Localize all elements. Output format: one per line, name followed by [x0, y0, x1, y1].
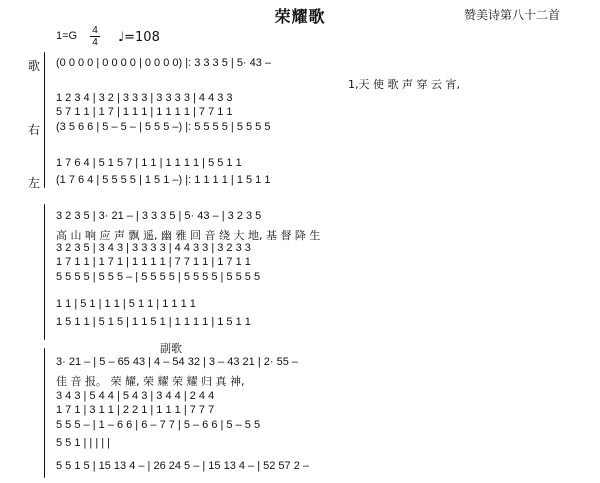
system1-lyric: 1,天 使 歌 声 穿 云 宵, [348, 78, 460, 91]
system2-left1: 1 1 | 5 1 | 1 1 | 5 1 1 | 1 1 1 1 [56, 298, 196, 310]
system1-right2: 5 7 1 1 | 1 7 | 1 1 1 | 1 1 1 1 | 7 7 1 1 [56, 106, 233, 118]
system3-left1: 5 5 1 | | | | | [56, 437, 111, 449]
system1-right3: (3 5 6 6 | 5 – 5 – | 5 5 5 –) |: 5 5 5 5 | 5 5 5 5 [56, 121, 271, 133]
part-label-voice: 歌 [28, 59, 41, 73]
system3-right3: 5 5 5 – | 1 – 6 6 | 6 – 7 7 | 5 – 6 6 | 5 – 5 5 [56, 419, 261, 431]
system3-voice: 3· 21 – | 5 – 65 43 | 4 – 54 32 | 3 – 43 21 | 2· 55 – [56, 356, 298, 368]
key-signature: 1=G [56, 30, 78, 42]
meter-bottom: 4 [92, 37, 98, 48]
system2-left2: 1 5 1 1 | 5 1 5 | 1 1 5 1 | 1 1 1 1 | 1 5 1 1 [56, 316, 251, 328]
system1-brace [44, 52, 45, 188]
meter-top: 4 [92, 25, 98, 36]
system3-lyric: 佳 音 报。 荣 耀, 荣 耀 荣 耀 归 真 神, [56, 375, 245, 388]
system1-right1: 1 2 3 4 | 3 2 | 3 3 3 | 3 3 3 3 | 4 4 3 3 [56, 92, 233, 104]
system3-brace [44, 348, 45, 478]
part-label-right: 右 [28, 123, 41, 137]
time-signature [90, 26, 100, 47]
hymn-title: 荣耀歌 [274, 7, 326, 26]
part-label-left: 左 [28, 176, 41, 190]
system2-voice: 3 2 3 5 | 3· 21 – | 3 3 3 5 | 5· 43 – | 3 2 3 5 [56, 210, 262, 222]
system3-right2: 1 7 1 | 3 1 1 | 2 2 1 | 1 1 1 | 7 7 7 [56, 404, 215, 416]
system3-right1: 3 4 3 | 5 4 4 | 5 4 3 | 3 4 4 | 2 4 4 [56, 390, 215, 402]
tempo-marking: ♩=108 [118, 30, 160, 45]
system1-left1: 1 7 6 4 | 5 1 5 7 | 1 1 | 1 1 1 1 | 5 5 1 1 [56, 157, 242, 169]
system2-right1: 3 2 3 5 | 3 4 3 | 3 3 3 3 | 4 4 3 3 | 3 2 3 3 [56, 242, 251, 254]
system2-right3: 5 5 5 5 | 5 5 5 – | 5 5 5 5 | 5 5 5 5 | 5 5 5 5 [56, 271, 261, 283]
system2-lyric: 高 山 响 应 声 飘 遥, 幽 雅 回 音 绕 大 地, 基 督 降 生 [56, 229, 321, 242]
system2-brace [44, 204, 45, 340]
system1-voice: (0 0 0 0 | 0 0 0 0 | 0 0 0 0) |: 3 3 3 5 | 5· 43 – [56, 57, 272, 69]
system3-left2: 5 5 1 5 | 15 13 4 – | 26 24 5 – | 15 13 4 – | 52 57 2 – [56, 460, 310, 472]
system2-right2: 1 7 1 1 | 1 7 1 | 1 1 1 1 | 7 7 1 1 | 1 7 1 1 [56, 256, 251, 268]
hymn-source: 赞美诗第八十二首 [463, 8, 560, 22]
system1-left2: (1 7 6 4 | 5 5 5 5 | 1 5 1 –) |: 1 1 1 1 | 1 5 1 1 [56, 174, 271, 186]
section-label-chorus: 副歌 [160, 342, 182, 355]
